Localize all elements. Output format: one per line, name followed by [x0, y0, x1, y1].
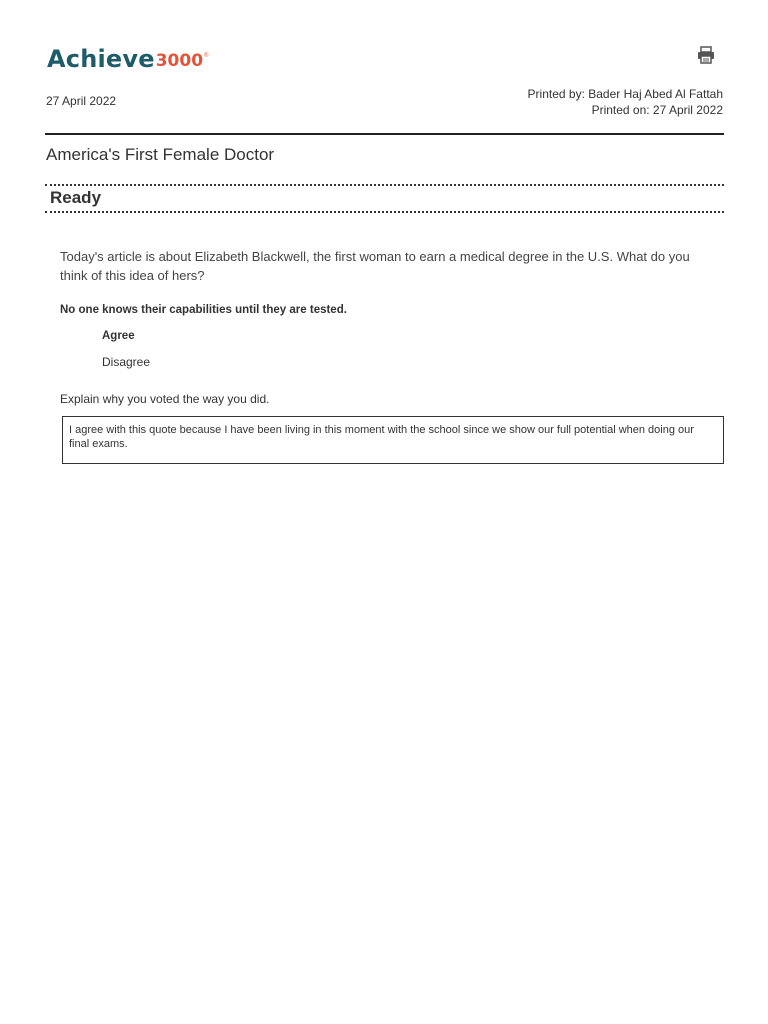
- poll-statement: No one knows their capabilities until they are tested.: [60, 304, 347, 316]
- printed-info: [528, 86, 723, 118]
- registered-mark: ®: [204, 53, 209, 59]
- section-divider-top: [45, 184, 724, 186]
- header-divider: [45, 133, 724, 135]
- section-heading: Ready: [50, 188, 102, 207]
- print-date: 27 April 2022: [46, 94, 117, 108]
- option-agree: Agree: [102, 330, 135, 342]
- section-divider-bottom: [45, 211, 724, 213]
- logo-number: 3000: [155, 51, 204, 71]
- answer-box: I agree with this quote because I have been living in this moment with the school since we show our full potential when doing our final exams.: [62, 416, 724, 464]
- option-disagree: Disagree: [102, 355, 151, 369]
- article-title: America's First Female Doctor: [46, 145, 275, 164]
- printed-by: Printed by: Bader Haj Abed Al Fattah: [527, 87, 723, 101]
- printer-icon[interactable]: [696, 45, 716, 65]
- printed-on: Printed on: 27 April 2022: [591, 103, 723, 117]
- poll-prompt: Today's article is about Elizabeth Blackwell, the first woman to earn a medical degree in the U.S. What do you think of this idea of hers?: [60, 249, 690, 283]
- achieve3000-logo: [47, 44, 208, 74]
- explain-label: Explain why you voted the way you did.: [60, 392, 270, 406]
- logo-text: Achieve: [47, 45, 155, 73]
